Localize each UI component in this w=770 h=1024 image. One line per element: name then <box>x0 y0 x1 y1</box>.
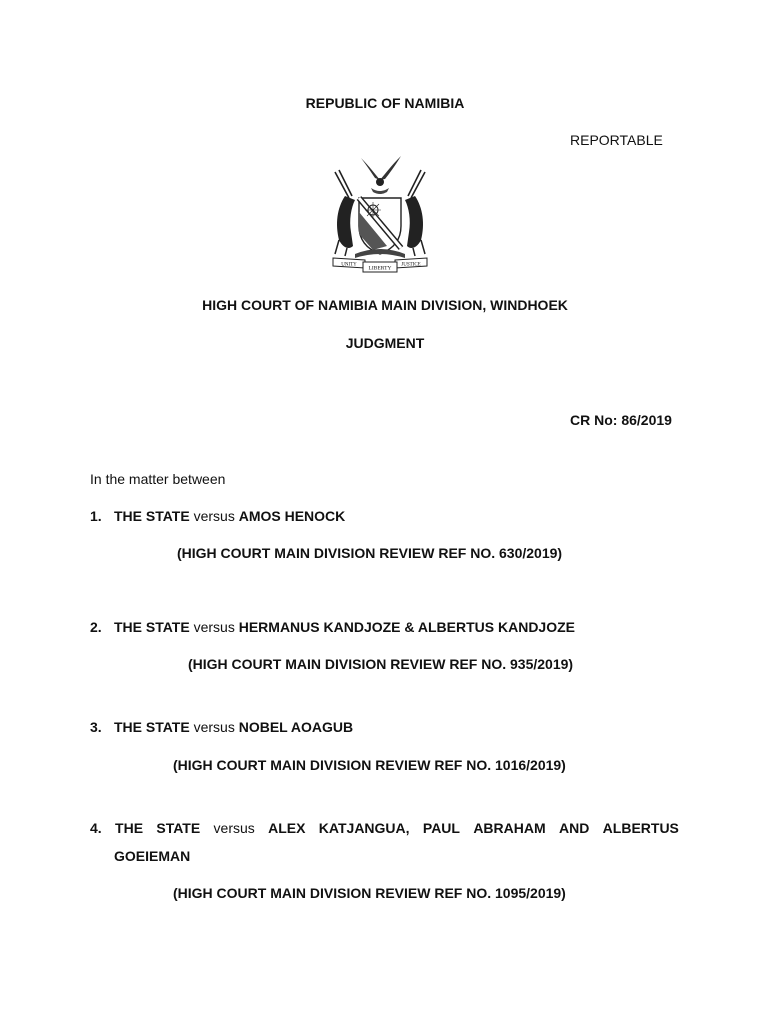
case-number-label: 1. <box>90 508 102 524</box>
coat-of-arms-icon <box>325 152 435 276</box>
motto-right: JUSTICE <box>401 262 421 268</box>
versus-word: versus <box>193 719 235 735</box>
party-b-word: ALBERTUS <box>602 820 679 836</box>
review-ref-3: (HIGH COURT MAIN DIVISION REVIEW REF NO. 1016/2019) <box>173 757 566 773</box>
intro-text: In the matter between <box>90 471 226 487</box>
party-b: AMOS HENOCK <box>238 508 346 524</box>
case-number: CR No: 86/2019 <box>570 412 672 428</box>
party-a-word-1: THE <box>115 820 144 836</box>
review-ref-4: (HIGH COURT MAIN DIVISION REVIEW REF NO. 1095/2019) <box>173 885 566 901</box>
party-b: HERMANUS KANDJOZE & ALBERTUS KANDJOZE <box>238 619 575 635</box>
motto-left: UNITY <box>341 262 357 268</box>
review-ref-1: (HIGH COURT MAIN DIVISION REVIEW REF NO. 630/2019) <box>177 545 563 561</box>
party-b-word: PAUL <box>422 820 460 836</box>
party-a-word-2: STATE <box>156 820 201 836</box>
party-a: THE STATE <box>114 508 190 524</box>
party-b-word: ALEX <box>268 820 306 836</box>
party-a: THE STATE <box>114 619 190 635</box>
judgment-heading: JUDGMENT <box>345 335 425 351</box>
case-item-4 <box>90 819 679 837</box>
versus-word: versus <box>213 820 255 836</box>
versus-word: versus <box>193 619 235 635</box>
motto-center: LIBERTY <box>368 265 392 272</box>
case-item-3 <box>90 718 353 736</box>
case-number-label: 4. <box>90 820 102 836</box>
party-a: THE STATE <box>114 719 190 735</box>
case-item-1 <box>90 507 345 525</box>
case-number-label: 2. <box>90 619 102 635</box>
country-heading: REPUBLIC OF NAMIBIA <box>305 95 465 111</box>
party-b: NOBEL AOAGUB <box>238 719 354 735</box>
party-b-continued: GOEIEMAN <box>114 848 191 864</box>
party-b-word: AND <box>558 820 590 836</box>
review-ref-2: (HIGH COURT MAIN DIVISION REVIEW REF NO. 935/2019) <box>188 656 574 672</box>
versus-word: versus <box>193 508 235 524</box>
case-item-2 <box>90 618 575 636</box>
party-b-word: KATJANGUA, <box>318 820 410 836</box>
court-heading: HIGH COURT OF NAMIBIA MAIN DIVISION, WINDHOEK <box>202 297 568 313</box>
case-number-label: 3. <box>90 719 102 735</box>
reportable-label: REPORTABLE <box>570 132 663 148</box>
party-b-word: ABRAHAM <box>473 820 546 836</box>
